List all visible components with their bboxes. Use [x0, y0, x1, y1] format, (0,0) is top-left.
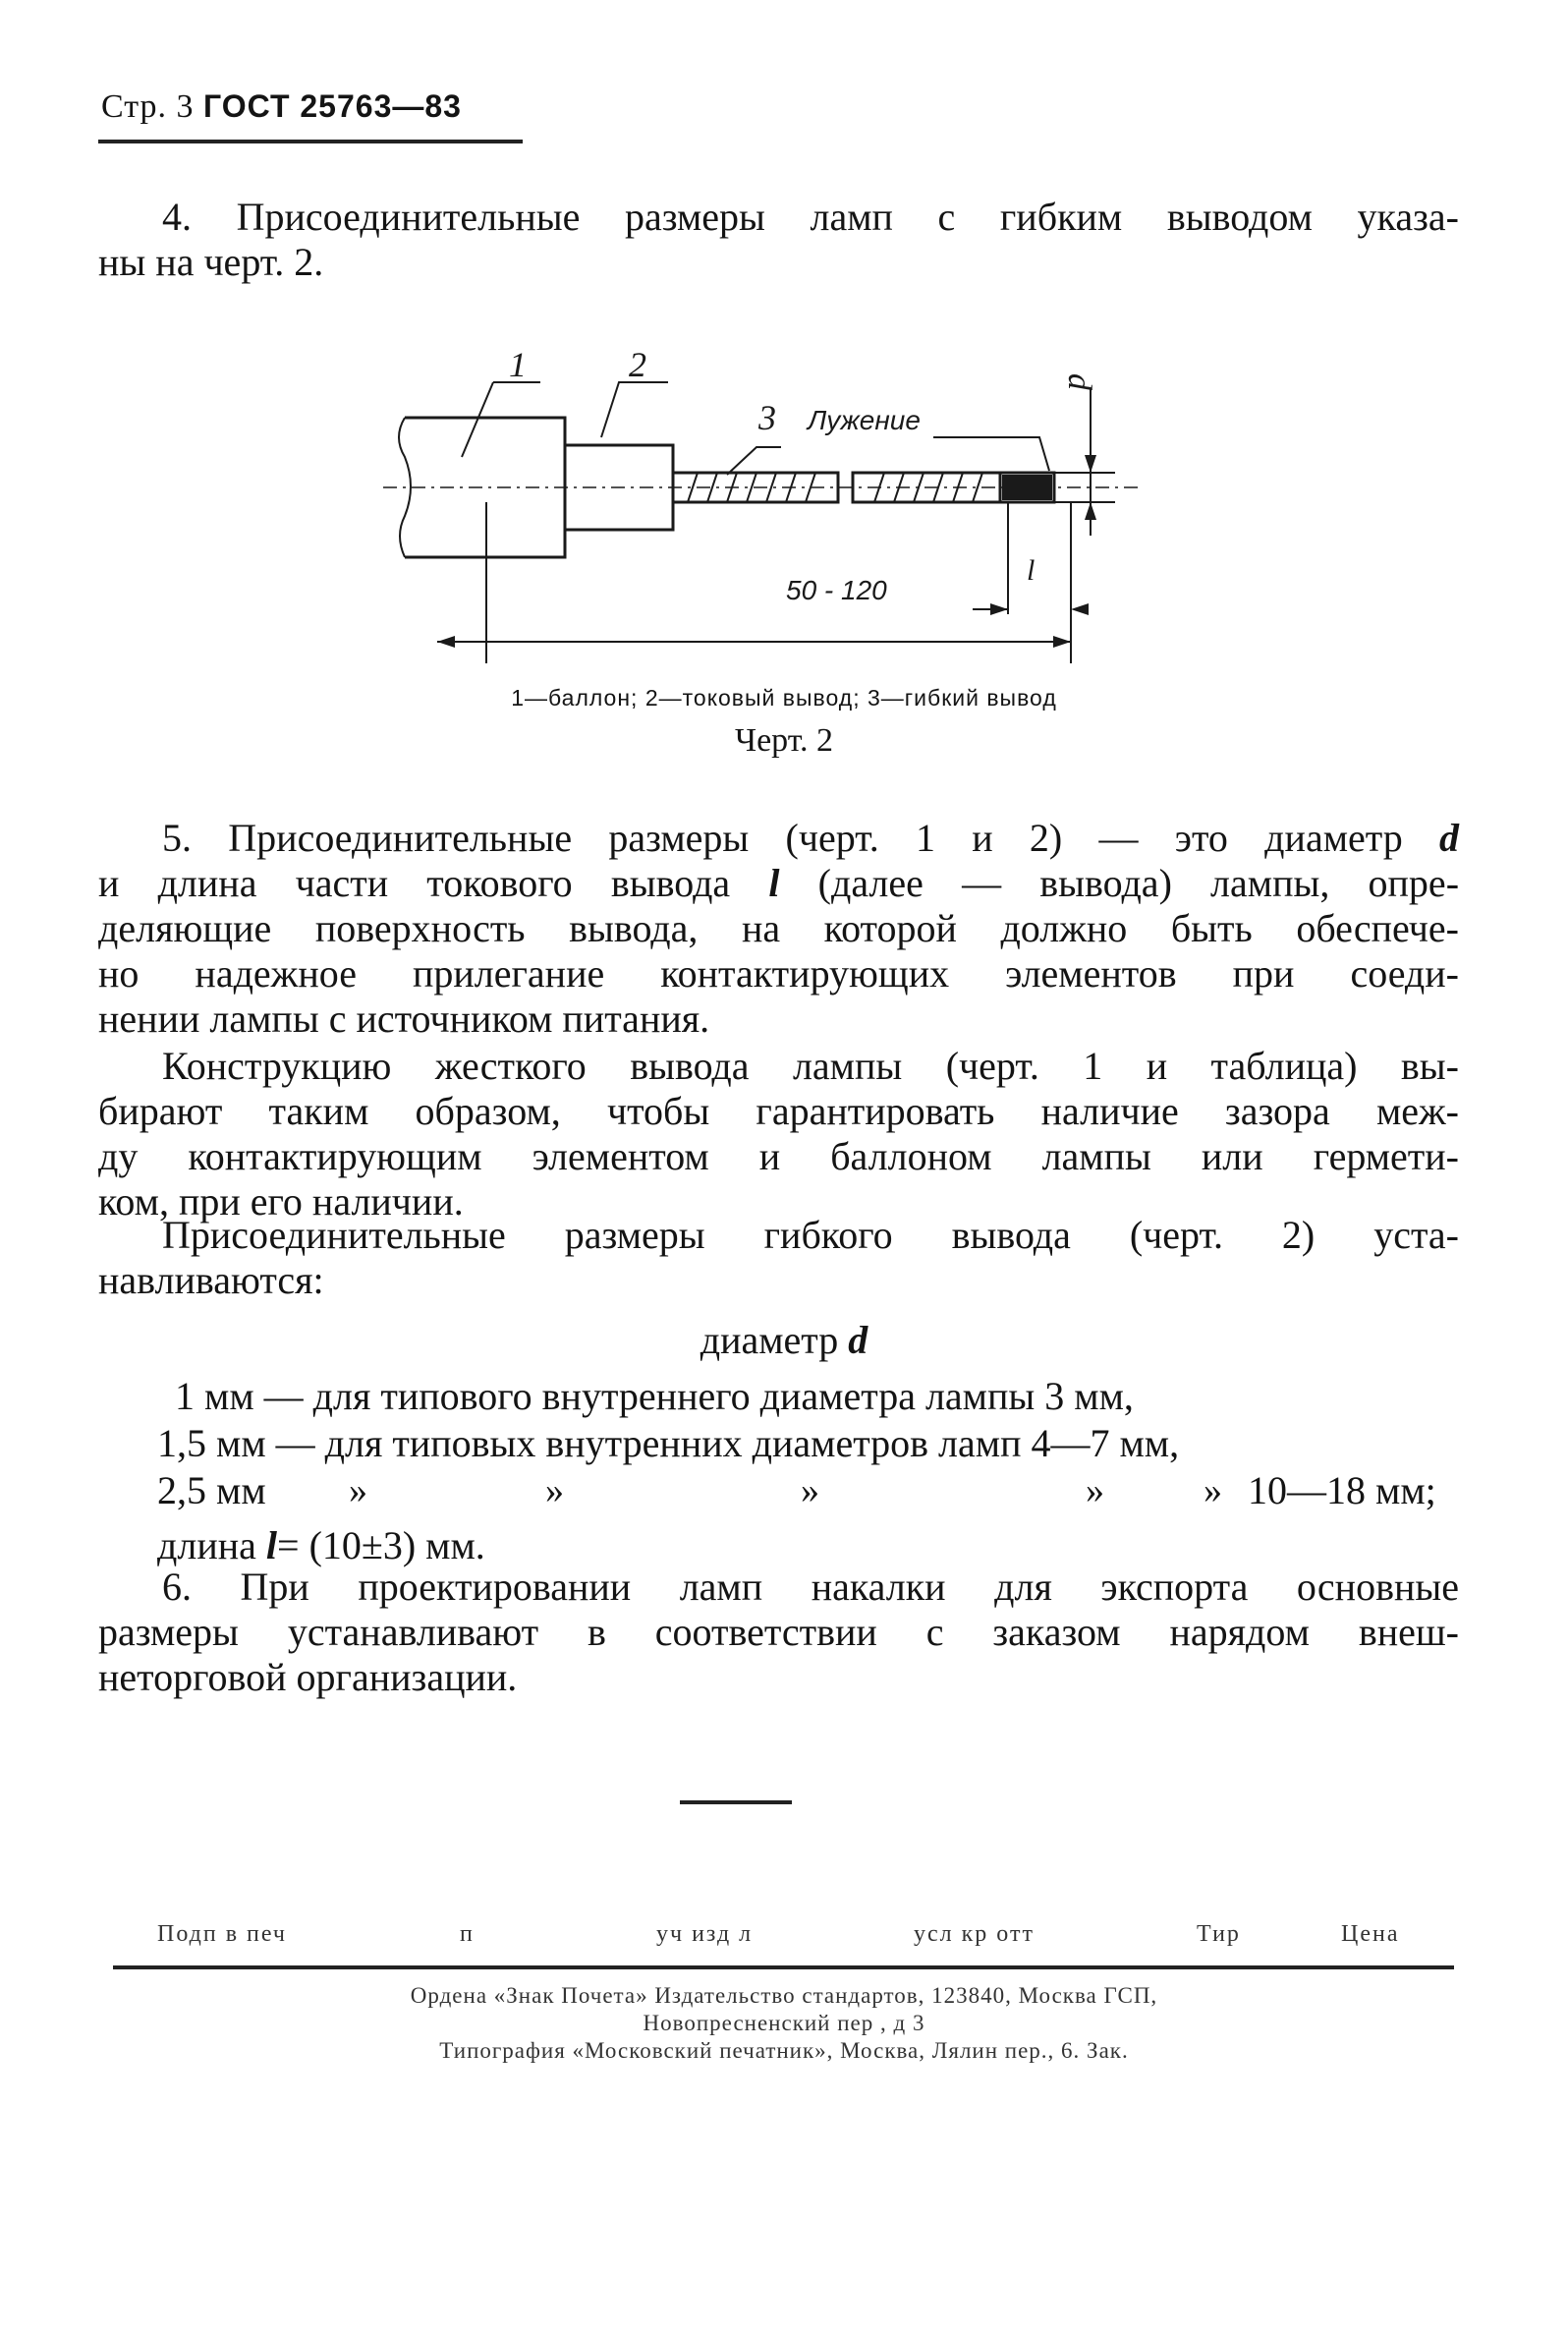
- imprint-rule: [113, 1965, 1454, 1969]
- paragraph-5b-line-1: Конструкцию жесткого вывода лампы (черт. 1 и таблица) вы-: [162, 1044, 1459, 1088]
- ditto-mark: »: [1204, 1470, 1222, 1511]
- paragraph-5c: [98, 1213, 1459, 1303]
- imprint-field-copies: Тир: [1197, 1921, 1241, 1947]
- imprint-line-3: Типография «Московский печатник», Москва, Лялин пер., 6. Зак.: [439, 2038, 1129, 2063]
- imprint-line-1: Ордена «Знак Почета» Издательство стандартов, 123840, Москва ГСП,: [410, 1983, 1158, 2008]
- paragraph-6-line-3: неторговой организации.: [98, 1655, 518, 1699]
- paragraph-4: [98, 195, 1459, 285]
- paragraph-6: [98, 1565, 1459, 1700]
- l-arrow-head: [990, 603, 1008, 615]
- header-rule: [98, 140, 523, 143]
- paragraph-4-line-2: ны на черт. 2.: [98, 240, 324, 284]
- figure-dimension-label: 50 - 120: [786, 575, 887, 605]
- paragraph-4-line-1: 4. Присоединительные размеры ламп с гибким выводом указа-: [162, 195, 1459, 239]
- diameter-row-1: 1 мм — для типового внутреннего диаметра лампы 3 мм,: [175, 1374, 1134, 1418]
- ditto-mark: »: [349, 1470, 367, 1511]
- diameter-row-2: 1,5 мм — для типовых внутренних диаметров ламп 4—7 мм,: [157, 1421, 1180, 1465]
- figure-label-2: 2: [629, 345, 646, 384]
- figure-label-3: 3: [758, 398, 776, 437]
- figure-label-l: l: [1027, 554, 1036, 587]
- figure-label-tinning: Лужение: [808, 405, 921, 435]
- page-header: [101, 88, 462, 126]
- l-extension-lines: [486, 502, 1071, 663]
- ditto-mark: »: [545, 1470, 564, 1511]
- paragraph-5-line-2: и длина части токового вывода l (далее — вывода) лампы, опре-: [98, 861, 1460, 905]
- ditto-mark: »: [801, 1470, 819, 1511]
- imprint-field-price: Цена: [1341, 1921, 1400, 1947]
- imprint-field-pub-sheets: уч изд л: [656, 1921, 754, 1947]
- paragraph-5-line-5: нении лампы с источником питания.: [98, 996, 710, 1041]
- figure-caption: Черт. 2: [734, 722, 834, 759]
- paragraph-6-line-1: 6. При проектировании ламп накалки для экспорта основные: [162, 1565, 1459, 1609]
- total-arrow-right: [1053, 636, 1071, 648]
- diameter-row-3: 2,5 мм » » » » » 10—18 мм;: [157, 1468, 1436, 1512]
- figure-legend: 1—баллон; 2—токовый вывод; 3—гибкий вывод: [511, 685, 1057, 711]
- paragraph-5c-line-1: Присоединительные размеры гибкого вывода (черт. 2) уста-: [162, 1213, 1459, 1257]
- leader-2: [601, 382, 668, 437]
- paragraph-5b-line-2: бирают таким образом, чтобы гарантировать наличие зазора меж-: [98, 1089, 1459, 1133]
- leader-3: [727, 447, 781, 475]
- paragraph-6-line-2: размеры устанавливают в соответствии с заказом нарядом внеш-: [98, 1610, 1459, 1654]
- diameter-heading: диаметр d: [700, 1318, 868, 1362]
- paragraph-5c-line-2: навливаются:: [98, 1258, 324, 1302]
- figure-label-d: d: [1061, 373, 1097, 390]
- paragraph-5-line-4: но надежное прилегание контактирующих элементов при соеди-: [98, 951, 1459, 996]
- paragraph-5: [98, 816, 1460, 1042]
- l-arrow-head-right: [1071, 603, 1089, 615]
- ditto-mark: »: [1086, 1470, 1104, 1511]
- total-arrow-left: [437, 636, 455, 648]
- end-rule: [680, 1800, 792, 1804]
- tinning-leader: [933, 437, 1049, 471]
- bulb-outline: [405, 418, 565, 557]
- paragraph-5b-line-3: ду контактирующим элементом и баллоном лампы или гермети-: [98, 1134, 1459, 1178]
- imprint-field-signed: Подп в печ: [157, 1921, 287, 1947]
- page-number: Стр. 3: [101, 88, 195, 125]
- d-arrow-top: [1085, 455, 1096, 473]
- standard-number: ГОСТ 25763—83: [203, 88, 462, 124]
- length-row: длина l= (10±3) мм.: [157, 1523, 485, 1567]
- imprint-line-2: Новопресненский пер , д 3: [643, 2011, 925, 2035]
- paragraph-5b-line-4: ком, при его наличии.: [98, 1179, 464, 1224]
- leader-1: [462, 382, 540, 457]
- figure-label-1: 1: [509, 345, 527, 384]
- paragraph-5-line-3: деляющие поверхность вывода, на которой должно быть обеспече-: [98, 906, 1459, 950]
- imprint-field-print-sheets: усл кр отт: [914, 1921, 1035, 1947]
- lamp-flexible-lead-drawing: [383, 339, 1149, 663]
- paragraph-5-line-1: 5. Присоединительные размеры (черт. 1 и 2) — это диаметр d: [162, 816, 1460, 860]
- paragraph-5b: [98, 1044, 1459, 1224]
- imprint-field-sheets: п: [460, 1921, 475, 1947]
- d-arrow-bottom: [1085, 502, 1096, 520]
